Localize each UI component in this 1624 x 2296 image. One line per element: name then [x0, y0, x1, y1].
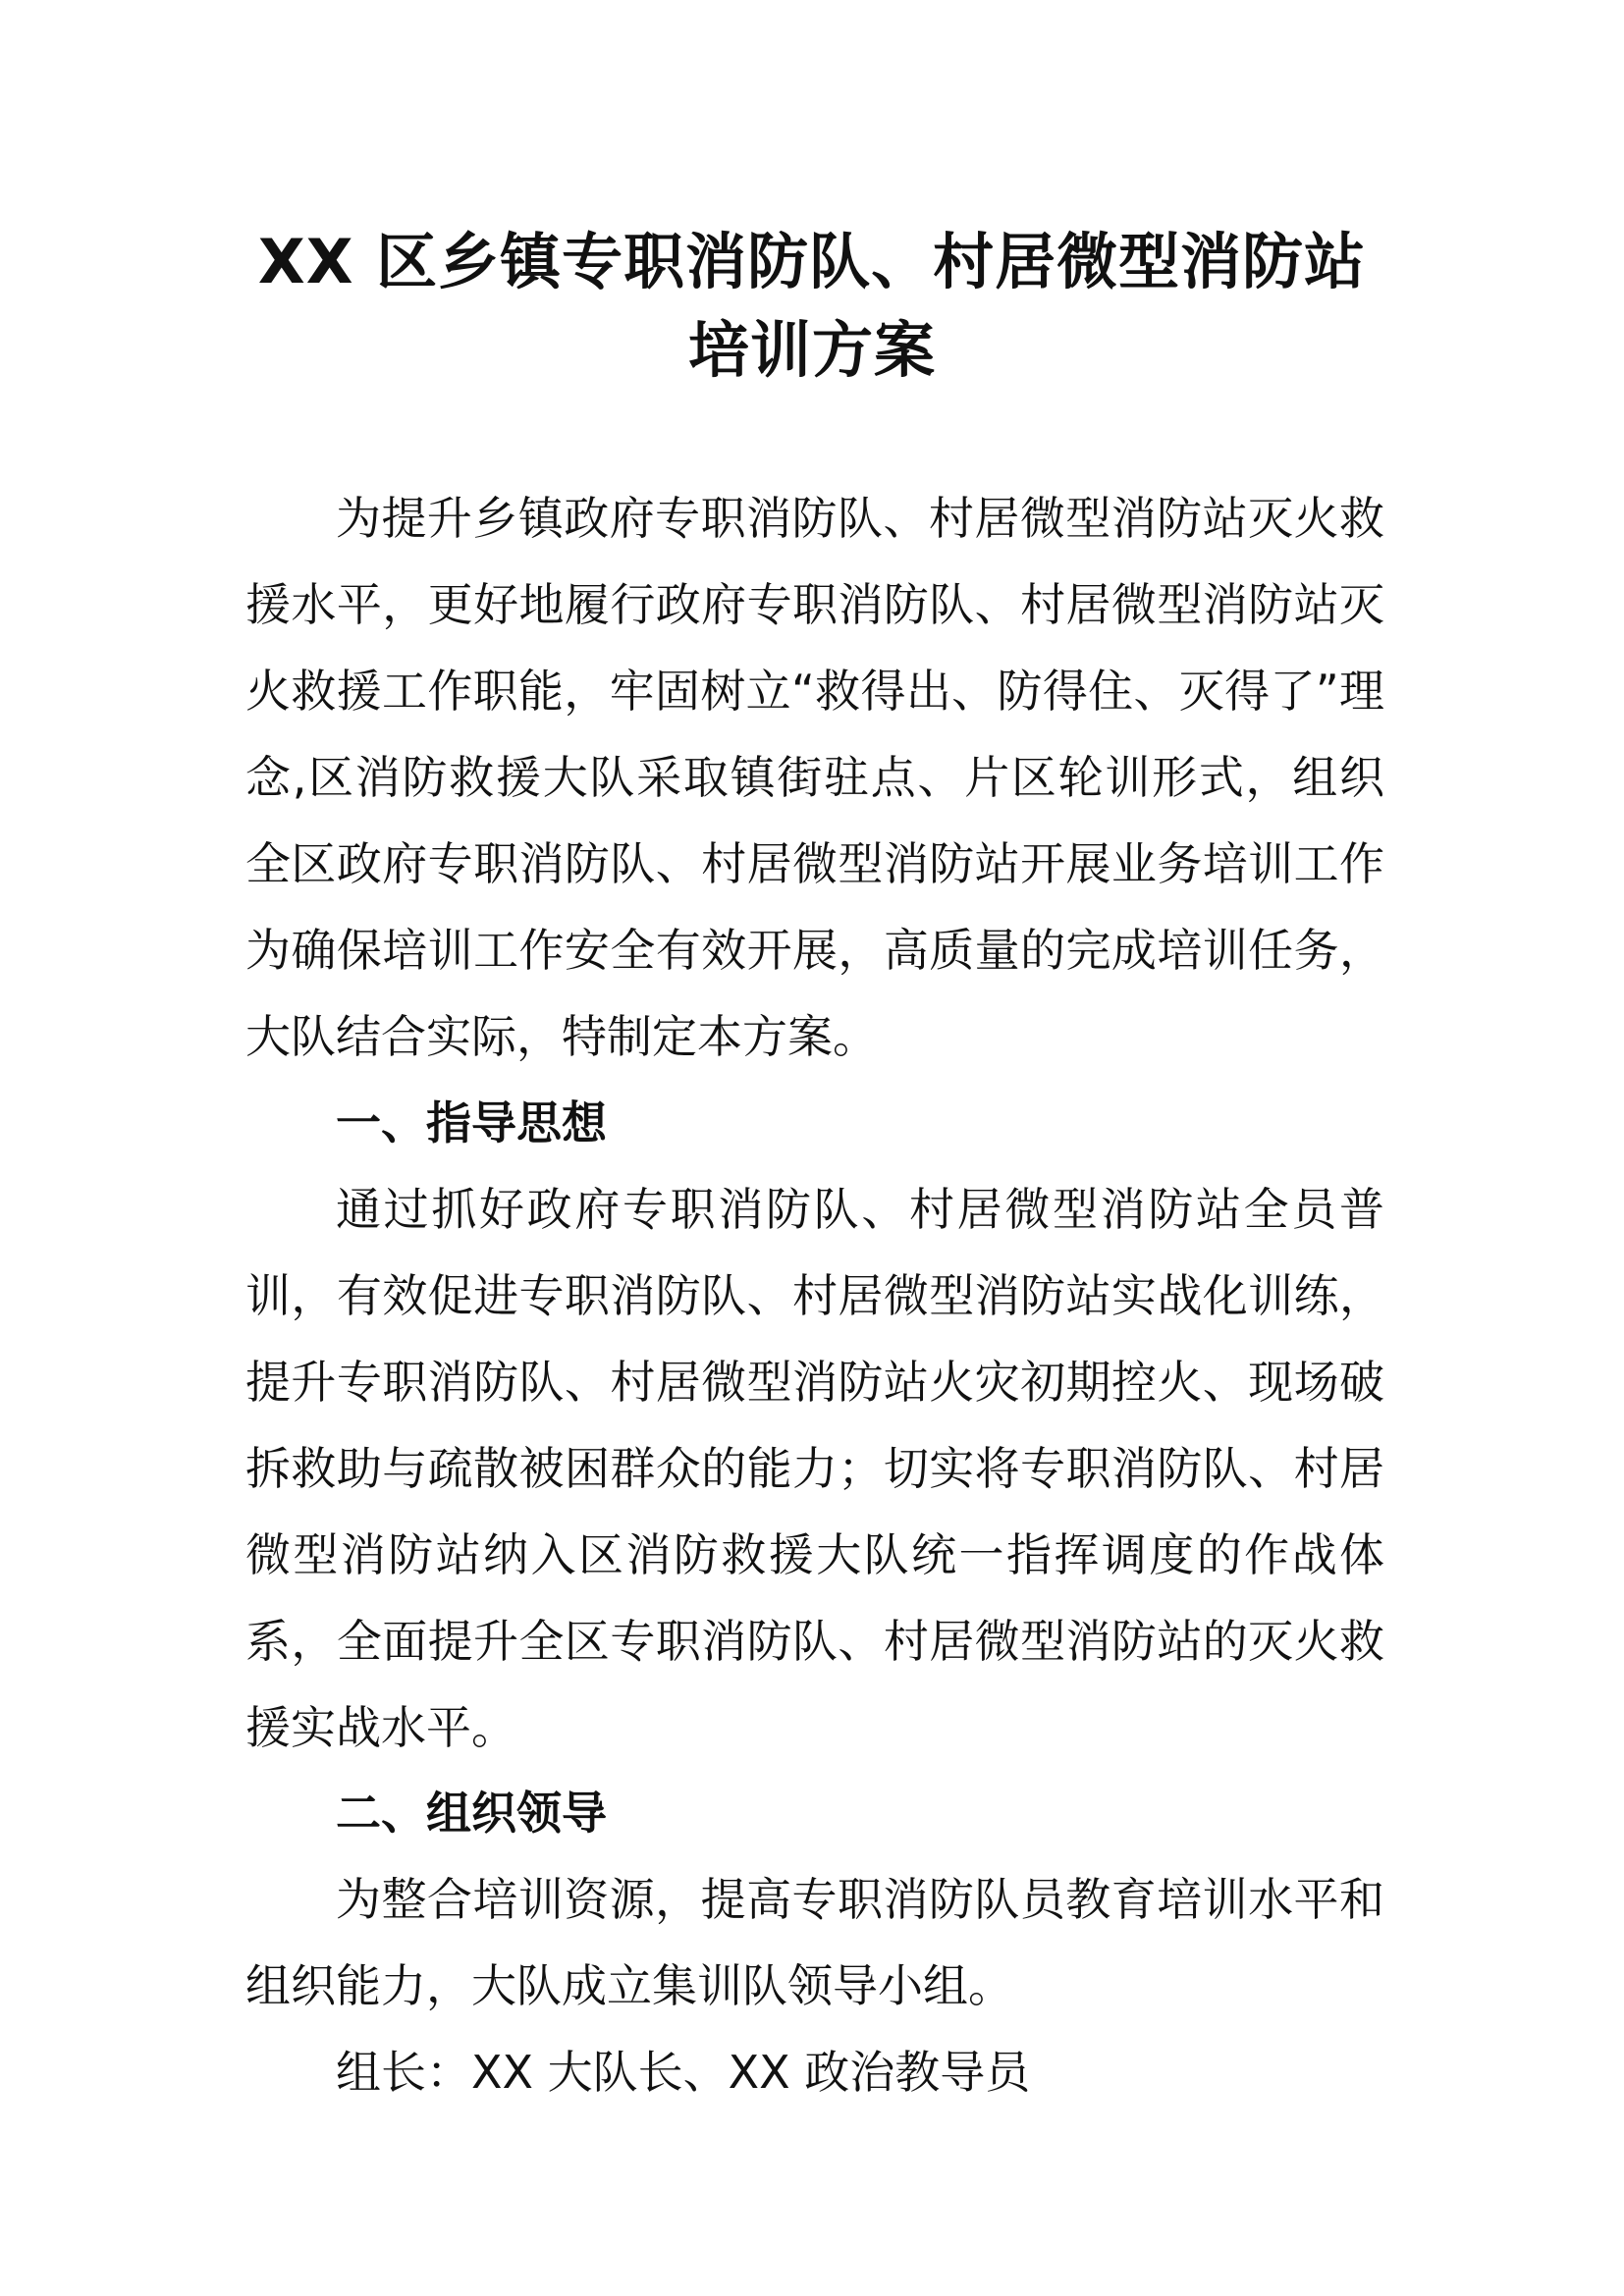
section-2-heading: 二、组织领导 [336, 1787, 607, 1840]
section-1-header [245, 1080, 1384, 1166]
section-1-heading: 一、指导思想 [336, 1096, 607, 1149]
section-1-body [245, 1166, 1384, 1771]
section-2-paragraph: 为整合培训资源，提高专职消防队员教育培训水平和组织能力，大队成立集训队领导小组。 [245, 1873, 1384, 2012]
document-title-line-1: XX 区乡镇专职消防队、村居微型消防站 [257, 226, 1367, 297]
intro-section [245, 475, 1384, 1080]
document-title-line-2: 培训方案 [687, 314, 936, 386]
section-1-paragraph: 通过抓好政府专职消防队、村居微型消防站全员普训，有效促进专职消防队、村居微型消防站实战化训练，提升专职消防队、村居微型消防站火灾初期控火、现场破拆救助与疏散被困群众的能力；切实将专职消防队、村居微型消防站纳入区消防救援大队统一指挥调度的作战体系，全面提升全区专职消防队、村居微型消防站的灭火救援实战水平。 [245, 1183, 1384, 1754]
intro-paragraph: 为提升乡镇政府专职消防队、村居微型消防站灭火救援水平，更好地履行政府专职消防队、村居微型消防站灭火救援工作职能，牢固树立“救得出、防得住、灭得了”理念,区消防救援大队采取镇街驻点、片区轮训形式，组织全区政府专职消防队、村居微型消防站开展业务培训工作为确保培训工作安全有效开展，高质量的完成培训任务，大队结合实际，特制定本方案。 [245, 492, 1384, 1063]
leader-section [245, 2029, 1384, 2115]
section-2-body [245, 1856, 1384, 2029]
leader-line: 组长：XX 大队长、XX 政治教导员 [336, 2046, 1031, 2099]
section-2-header [245, 1770, 1384, 1856]
